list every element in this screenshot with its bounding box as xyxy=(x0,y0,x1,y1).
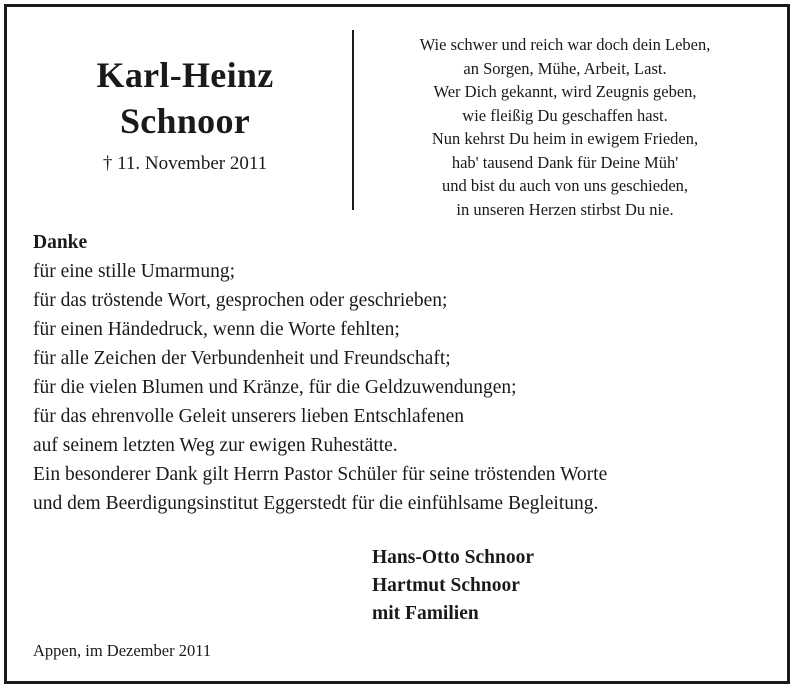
poem-line: hab' tausend Dank für Deine Müh' xyxy=(451,152,679,172)
poem-line: in unseren Herzen stirbst Du nie. xyxy=(456,199,674,219)
signature-line: mit Familien xyxy=(372,603,479,624)
poem-line: und bist du auch von uns geschieden, xyxy=(441,176,689,195)
vertical-divider xyxy=(352,30,354,210)
signature-line: Hartmut Schnoor xyxy=(372,575,520,596)
thanks-line: für das tröstende Wort, gesprochen oder geschrieben; xyxy=(33,290,448,311)
signature-line: Hans-Otto Schnoor xyxy=(372,547,534,568)
poem-line: Wie schwer und reich war doch dein Leben, xyxy=(419,35,711,54)
death-date: † 11. November 2011 xyxy=(102,153,268,174)
place-date: Appen, im Dezember 2011 xyxy=(33,641,212,660)
poem-line: an Sorgen, Mühe, Arbeit, Last. xyxy=(463,58,667,78)
poem-line: Nun kehrst Du heim in ewigem Frieden, xyxy=(431,129,699,148)
thanks-line: für alle Zeichen der Verbundenheit und Freundschaft; xyxy=(33,348,451,369)
poem xyxy=(360,33,770,221)
poem-line: wie fleißig Du geschaffen hast. xyxy=(462,105,668,125)
deceased-last-name: Schnoor xyxy=(119,101,251,141)
poem-line: Wer Dich gekannt, wird Zeugnis geben, xyxy=(433,82,697,101)
special-thanks xyxy=(33,460,778,518)
thanks-heading: Danke xyxy=(33,232,88,253)
special-thanks-line: Ein besonderer Dank gilt Herrn Pastor Schüler für seine tröstenden Worte xyxy=(33,464,608,485)
thanks-section xyxy=(33,228,773,460)
thanks-line: für das ehrenvolle Geleit unserers lieben Entschlafenen xyxy=(33,406,464,427)
signatures xyxy=(372,544,534,628)
thanks-line: für einen Händedruck, wenn die Worte fehlten; xyxy=(33,319,400,340)
deceased-first-name: Karl-Heinz xyxy=(96,55,274,95)
thanks-line: für die vielen Blumen und Kränze, für die Geldzuwendungen; xyxy=(33,377,517,398)
deceased-header xyxy=(40,52,330,176)
special-thanks-line: und dem Beerdigungsinstitut Eggerstedt für die einfühlsame Begleitung. xyxy=(33,493,599,514)
thanks-line: für eine stille Umarmung; xyxy=(33,261,235,282)
thanks-line: auf seinem letzten Weg zur ewigen Ruhestätte. xyxy=(33,435,398,456)
